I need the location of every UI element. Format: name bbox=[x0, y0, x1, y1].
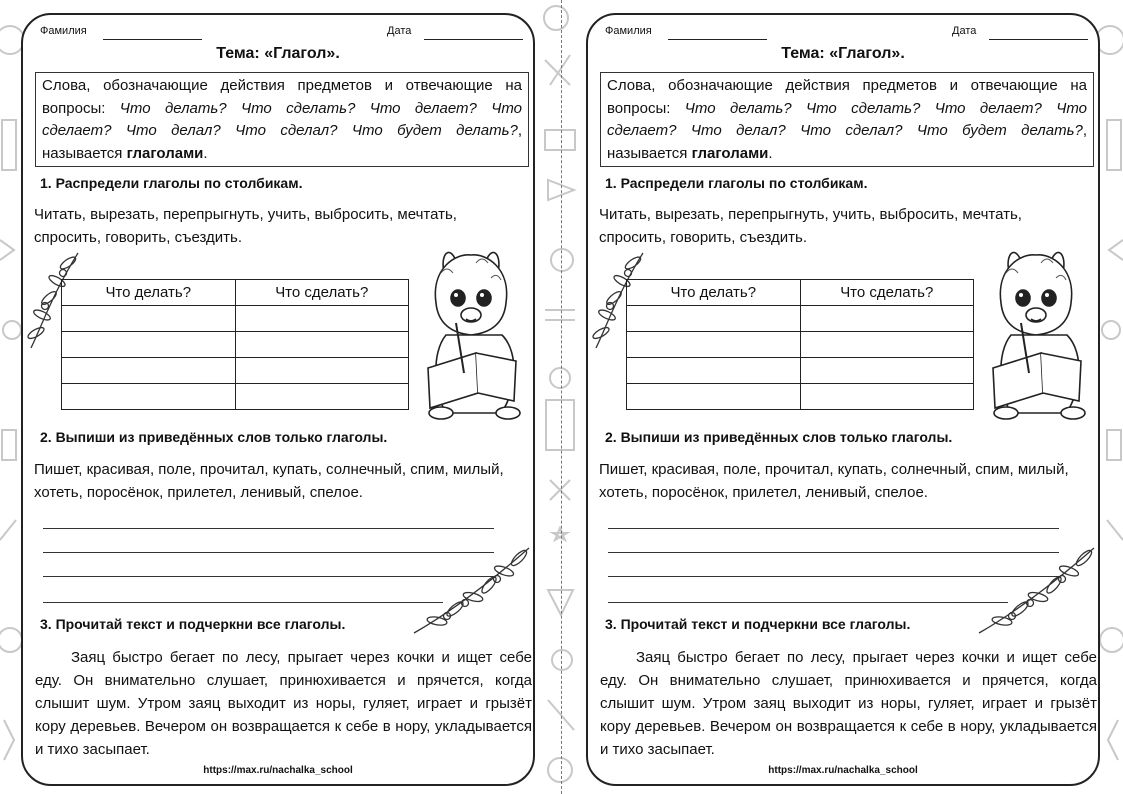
answer-cell[interactable] bbox=[627, 358, 801, 384]
verb-columns-table bbox=[626, 279, 974, 410]
surname-label: Фамилия bbox=[605, 25, 652, 37]
task1-words: Читать, вырезать, перепрыгнуть, учить, выбросить, мечтать, спросить, говорить, съездить. bbox=[599, 206, 1022, 246]
worksheet-right bbox=[586, 13, 1100, 786]
task3-heading: 3. Прочитай текст и подчеркни все глаголы. bbox=[605, 616, 911, 632]
answer-line[interactable] bbox=[608, 602, 1008, 603]
answer-cell[interactable] bbox=[235, 332, 409, 358]
rule-end: . bbox=[203, 144, 208, 162]
answer-cell[interactable] bbox=[235, 384, 409, 410]
column-header-chto-sdelat: Что сделать? bbox=[235, 280, 409, 306]
task2-heading: 2. Выпиши из приведённых слов только глаголы. bbox=[40, 429, 388, 445]
rule-definition-box bbox=[35, 72, 529, 167]
answer-cell[interactable] bbox=[800, 332, 974, 358]
alpaca-reading-book-icon bbox=[981, 243, 1101, 423]
answer-cell[interactable] bbox=[627, 384, 801, 410]
rule-text: Слова, обозначающие действия предметов и отвечающие на вопросы: bbox=[607, 77, 1087, 117]
surname-label: Фамилия bbox=[40, 25, 87, 37]
page-title: Тема: «Глагол». bbox=[781, 45, 905, 62]
surname-field[interactable] bbox=[103, 39, 202, 40]
cut-line bbox=[561, 0, 562, 794]
page-title: Тема: «Глагол». bbox=[216, 45, 340, 62]
answer-cell[interactable] bbox=[800, 384, 974, 410]
answer-cell[interactable] bbox=[62, 306, 236, 332]
olive-branch-icon bbox=[974, 543, 1100, 643]
answer-cell[interactable] bbox=[62, 384, 236, 410]
answer-cell[interactable] bbox=[235, 358, 409, 384]
alpaca-reading-book-icon bbox=[416, 243, 536, 423]
rule-definition-box bbox=[600, 72, 1094, 167]
verb-columns-table bbox=[61, 279, 409, 410]
date-label: Дата bbox=[952, 25, 977, 37]
rule-term: глаголами bbox=[126, 144, 204, 162]
answer-line[interactable] bbox=[608, 528, 1059, 529]
rule-text-tail: , называется bbox=[607, 122, 1087, 162]
answer-line[interactable] bbox=[43, 528, 494, 529]
task2-words: Пишет, красивая, поле, прочитал, купать, солнечный, спим, милый, хотеть, поросёнок, прилетел, ленивый, спелое. bbox=[599, 461, 1069, 501]
rule-end: . bbox=[768, 144, 773, 162]
rule-text-tail: , называется bbox=[42, 122, 522, 162]
answer-cell[interactable] bbox=[627, 306, 801, 332]
answer-cell[interactable] bbox=[800, 358, 974, 384]
date-field[interactable] bbox=[424, 39, 523, 40]
column-header-chto-delat: Что делать? bbox=[62, 280, 236, 306]
answer-cell[interactable] bbox=[62, 332, 236, 358]
worksheet-left bbox=[21, 13, 535, 786]
task3-story-text: Заяц быстро бегает по лесу, прыгает через кочки и ищет себе еду. Он внимательно слушает, принюхивается и прячется, когда слышит шум. Утром заяц выходит из норы, гуляет, играет и грызёт кору деревьев. Вечером он возвращается к себе в нору, укладывается и тихо засыпает. bbox=[35, 649, 532, 758]
task2-words: Пишет, красивая, поле, прочитал, купать, солнечный, спим, милый, хотеть, поросёнок, прилетел, ленивый, спелое. bbox=[34, 461, 504, 501]
answer-line[interactable] bbox=[43, 602, 443, 603]
rule-questions: Что делать? Что сделать? Что делает? Что сделает? Что делал? Что сделал? Что будет делать? bbox=[607, 99, 1087, 139]
task1-heading: 1. Распредели глаголы по столбикам. bbox=[40, 175, 303, 191]
rule-questions: Что делать? Что сделать? Что делает? Что сделает? Что делал? Что сделал? Что будет делать? bbox=[42, 99, 522, 139]
rule-term: глаголами bbox=[691, 144, 769, 162]
task1-heading: 1. Распредели глаголы по столбикам. bbox=[605, 175, 868, 191]
column-header-chto-delat: Что делать? bbox=[627, 280, 801, 306]
footer-link[interactable]: https://max.ru/nachalka_school bbox=[768, 765, 918, 776]
task1-words: Читать, вырезать, перепрыгнуть, учить, выбросить, мечтать, спросить, говорить, съездить. bbox=[34, 206, 457, 246]
date-field[interactable] bbox=[989, 39, 1088, 40]
answer-cell[interactable] bbox=[235, 306, 409, 332]
footer-link[interactable]: https://max.ru/nachalka_school bbox=[203, 765, 353, 776]
answer-cell[interactable] bbox=[62, 358, 236, 384]
olive-branch-icon bbox=[409, 543, 535, 643]
surname-field[interactable] bbox=[668, 39, 767, 40]
task3-heading: 3. Прочитай текст и подчеркни все глаголы. bbox=[40, 616, 346, 632]
column-header-chto-sdelat: Что сделать? bbox=[800, 280, 974, 306]
date-label: Дата bbox=[387, 25, 412, 37]
rule-text: Слова, обозначающие действия предметов и отвечающие на вопросы: bbox=[42, 77, 522, 117]
task2-heading: 2. Выпиши из приведённых слов только глаголы. bbox=[605, 429, 953, 445]
task3-story-text: Заяц быстро бегает по лесу, прыгает через кочки и ищет себе еду. Он внимательно слушает, принюхивается и прячется, когда слышит шум. Утром заяц выходит из норы, гуляет, играет и грызёт кору деревьев. Вечером он возвращается к себе в нору, укладывается и тихо засыпает. bbox=[600, 649, 1097, 758]
answer-cell[interactable] bbox=[627, 332, 801, 358]
answer-cell[interactable] bbox=[800, 306, 974, 332]
